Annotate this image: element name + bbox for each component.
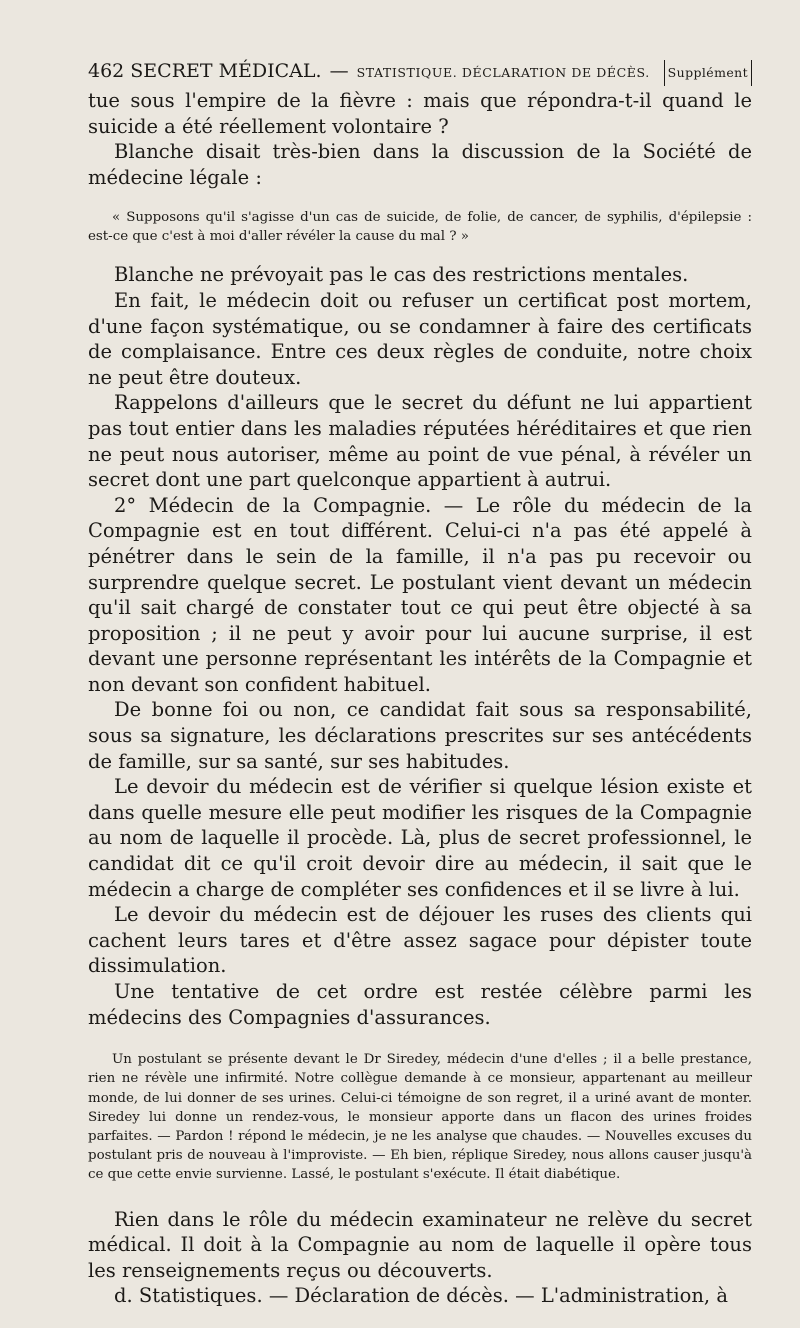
body-text (88, 88, 752, 1309)
paragraph-5: Rappelons d'ailleurs que le secret du défunt ne lui appartient pas tout entier dans les maladies réputées héréditaires et que rien ne peut nous autoriser, même au point de vue pénal, à révéler un secret dont une part quelconque appartient à autrui. (88, 391, 752, 492)
paragraph-6: 2° Médecin de la Compagnie. — Le rôle du médecin de la Compagnie est en tout différent. Celui-ci n'a pas été appelé à pénétrer dans le sein de la famille, il n'a pas pu recevoir ou surprendre quelque secret. Le postulant vient devant un médecin qu'il sait chargé de constater tout ce qui peut être objecté à sa proposition ; il ne peut y avoir pour lui aucune surprise, il est devant une personne représentant les intérêts de la Compagnie et non devant son confident habituel. (88, 493, 752, 696)
running-section: STATISTIQUE. DÉCLARATION DE DÉCÈS. (356, 65, 650, 80)
paragraph-3: Blanche ne prévoyait pas le cas des restrictions mentales. (114, 263, 689, 287)
running-supplement: Supplément (664, 60, 752, 86)
paragraph-11: Rien dans le rôle du médecin examinateur ne relève du secret médical. Il doit à la Compagnie au nom de laquelle il opère tous les renseignements reçus ou découverts. (88, 1207, 752, 1282)
paragraph-8: Le devoir du médecin est de vérifier si quelque lésion existe et dans quelle mesure elle peut modifier les risques de la Compagnie au nom de laquelle il procède. Là, plus de secret professionnel, le candidat dit ce qu'il croit devoir dire au médecin, il sait que le médecin a charge de compléter ses confidences et il se livre à lui. (88, 775, 752, 901)
paragraph-1: tue sous l'empire de la fièvre : mais que répondra-t-il quand le suicide a été réellement volontaire ? (88, 89, 752, 138)
running-head (88, 58, 752, 86)
paragraph-10: Une tentative de cet ordre est restée célèbre parmi les médecins des Compagnies d'assurances. (88, 980, 752, 1029)
paragraph-12: d. Statistiques. — Déclaration de décès. — L'administration, à (114, 1284, 728, 1308)
running-title: SECRET MÉDICAL. (130, 60, 322, 82)
page-number: 462 (88, 60, 125, 82)
paragraph-2: Blanche disait très-bien dans la discussion de la Société de médecine légale : (88, 140, 752, 189)
paragraph-4: En fait, le médecin doit ou refuser un certificat post mortem, d'une façon systématique, ou se condamner à faire des certificats de complaisance. Entre ces deux règles de conduite, notre choix ne peut être douteux. (88, 288, 752, 389)
anecdote-small-print: Un postulant se présente devant le Dr Siredey, médecin d'une d'elles ; il a belle prestance, rien ne révèle une infirmité. Notre collègue demande à ce monsieur, appartenant au meilleur monde, de lui donner de ses urines. Celui-ci témoigne de son regret, il a uriné avant de monter. Siredey lui donne un rendez-vous, le monsieur apporte dans un flacon des urines froides parfaites. — Pardon ! répond le médecin, je ne les analyse que chaudes. — Nouvelles excuses du postulant pris de nouveau à l'improviste. — Eh bien, réplique Siredey, nous allons causer jusqu'à ce que cette envie survienne. Lassé, le postulant s'exécute. Il était diabétique. (88, 1052, 752, 1183)
paragraph-9: Le devoir du médecin est de déjouer les ruses des clients qui cachent leurs tares et d'être assez sagace pour dépister toute dissimulation. (88, 903, 752, 978)
block-quote: « Supposons qu'il s'agisse d'un cas de suicide, de folie, de cancer, de syphilis, d'épilepsie : est-ce que c'est à moi d'aller révéler la cause du mal ? » (88, 210, 752, 245)
paragraph-7: De bonne foi ou non, ce candidat fait sous sa responsabilité, sous sa signature, les déclarations prescrites sur ses antécédents de famille, sur sa santé, sur ses habitudes. (88, 698, 752, 773)
running-dash: — (329, 60, 349, 82)
